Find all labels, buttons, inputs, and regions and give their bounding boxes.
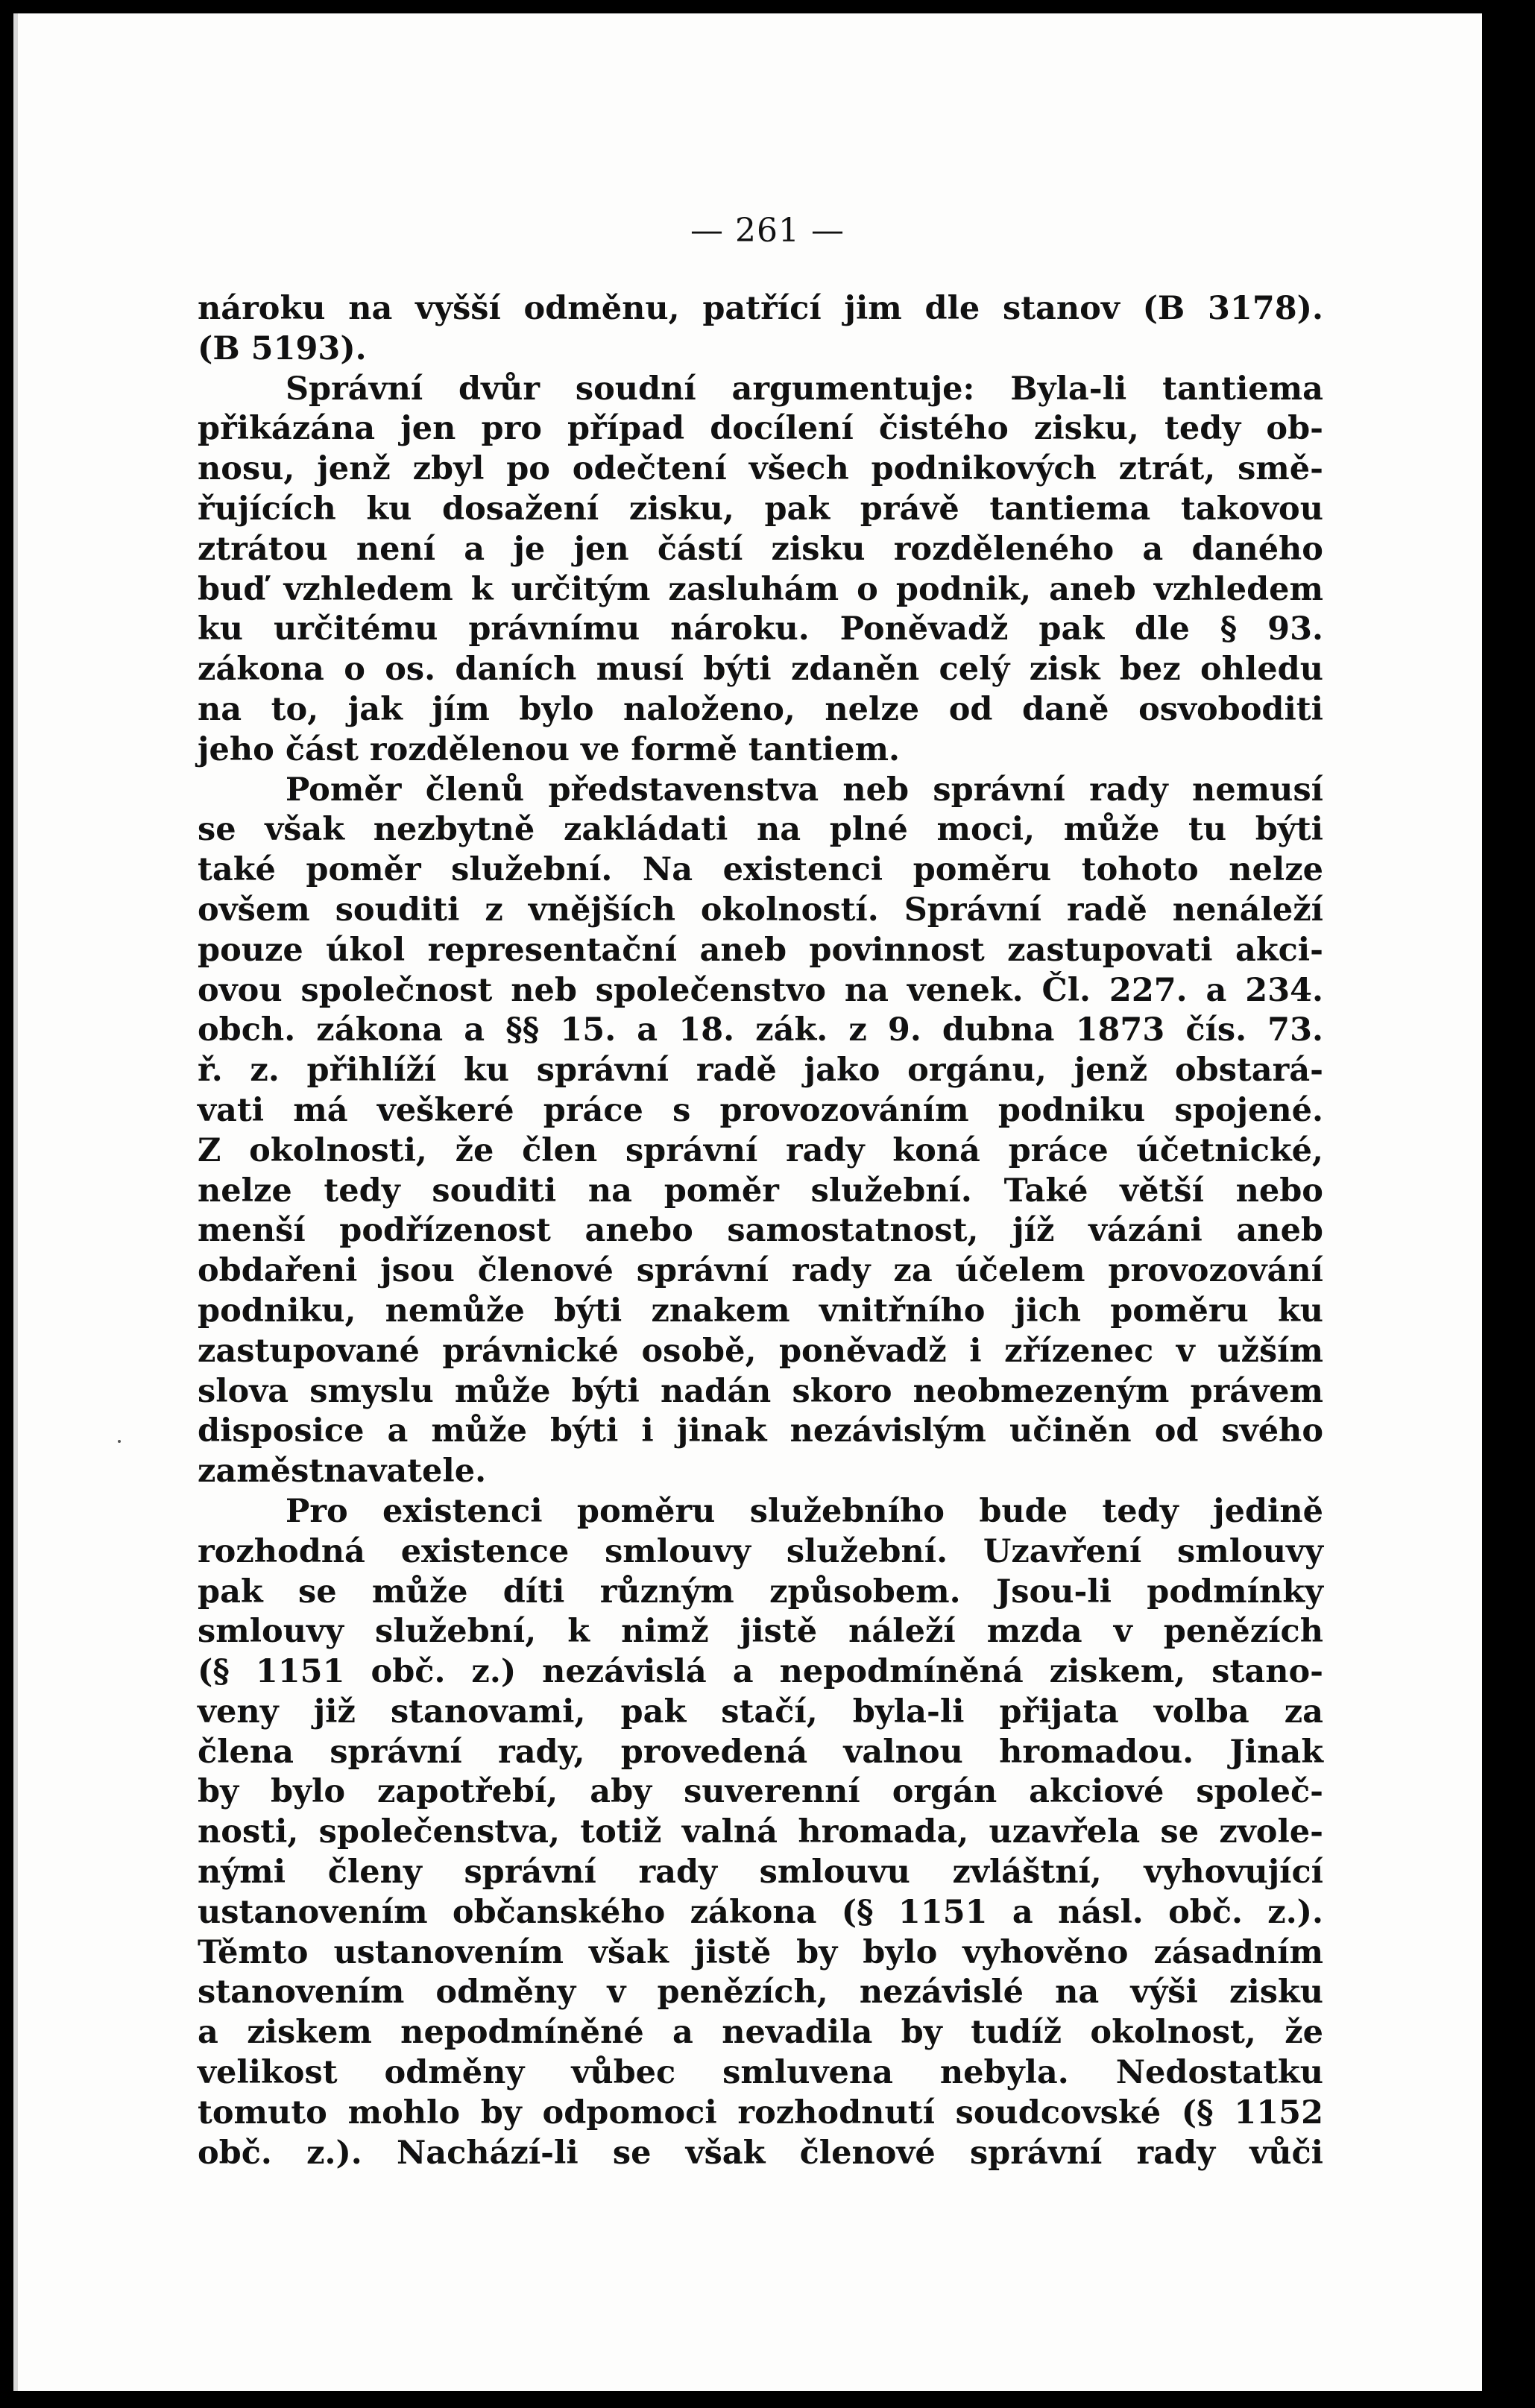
text-line: se však nezbytně zakládati na plné moci, může tu býti: [198, 811, 1323, 849]
text-line: nelze tedy souditi na poměr služební. Také větší nebo: [198, 1172, 1323, 1210]
text-line: by bylo zapotřebí, aby suverenní orgán akciové společ-: [198, 1773, 1323, 1811]
text-line: jeho část rozdělenou ve formě tantiem.: [198, 730, 900, 768]
text-line: ku určitému právnímu nároku. Poněvadž pak dle § 93.: [198, 610, 1323, 648]
text-line: smlouvy služební, k nimž jistě náleží mzda v penězích: [198, 1613, 1323, 1651]
text-line: ř. z. přihlíží ku správní radě jako orgánu, jenž obstará-: [198, 1052, 1323, 1090]
text-line: Těmto ustanovením však jistě by bylo vyhověno zásadním: [198, 1933, 1323, 1971]
scan-speck: [118, 1440, 121, 1443]
text-line: vati má veškeré práce s provozováním podniku spojené.: [198, 1091, 1323, 1129]
text-line: (§ 1151 obč. z.) nezávislá a nepodmíněná ziskem, stano-: [198, 1653, 1323, 1691]
text-line: ztrátou není a je jen částí zisku rozděleného a daného: [198, 530, 1323, 568]
scan-edge: [13, 13, 18, 2391]
text-line: obč. z.). Nachází-li se však členové správní rady vůči: [198, 2134, 1323, 2172]
text-line: zákona o os. daních musí býti zdaněn celý zisk bez ohledu: [198, 651, 1323, 689]
text-line: ovou společnost neb společenstvo na venek. Čl. 227. a 234.: [198, 971, 1323, 1009]
text-line: (B 5193).: [198, 329, 367, 367]
text-line: také poměr služební. Na existenci poměru tohoto nelze: [198, 851, 1323, 889]
text-line: Správní dvůr soudní argumentuje: Byla-li tantiema: [286, 370, 1323, 408]
text-line: veny již stanovami, pak stačí, byla-li přijata volba za: [198, 1693, 1323, 1731]
text-line: menší podřízenost anebo samostatnost, jíž vázáni aneb: [198, 1212, 1323, 1250]
text-line: zastupované právnické osobě, poněvadž i zřízenec v užším: [198, 1332, 1323, 1370]
text-line: pak se může díti různým způsobem. Jsou-li podmínky: [198, 1573, 1323, 1611]
text-line: obch. zákona a §§ 15. a 18. zák. z 9. dubna 1873 čís. 73.: [198, 1011, 1323, 1049]
page-number: — 261 —: [690, 212, 845, 250]
text-line: velikost odměny vůbec smluvena nebyla. Nedostatku: [198, 2054, 1323, 2092]
text-line: člena správní rady, provedená valnou hromadou. Jinak: [198, 1733, 1323, 1771]
text-line: Poměr členů představenstva neb správní rady nemusí: [286, 771, 1323, 809]
text-line: přikázána jen pro případ docílení čistého zisku, tedy ob-: [198, 410, 1323, 448]
text-line: nosu, jenž zbyl po odečtení všech podnikových ztrát, smě-: [198, 450, 1323, 488]
text-line: stanovením odměny v penězích, nezávislé na výši zisku: [198, 1974, 1323, 2012]
text-line: ustanovením občanského zákona (§ 1151 a násl. obč. z.).: [198, 1893, 1323, 1931]
text-line: a ziskem nepodmíněné a nevadila by tudíž okolnost, že: [198, 2014, 1323, 2052]
text-line: rozhodná existence smlouvy služební. Uzavření smlouvy: [198, 1532, 1323, 1570]
text-line: obdařeni jsou členové správní rady za účelem provozování: [198, 1252, 1323, 1290]
text-line: na to, jak jím bylo naloženo, nelze od daně osvoboditi: [198, 690, 1323, 728]
text-line: podniku, nemůže býti znakem vnitřního jich poměru ku: [198, 1292, 1323, 1330]
text-line: řujících ku dosažení zisku, pak právě tantiema takovou: [198, 490, 1323, 528]
text-line: pouze úkol representační aneb povinnost zastupovati akci-: [198, 931, 1323, 969]
text-line: tomuto mohlo by odpomoci rozhodnutí soudcovské (§ 1152: [198, 2093, 1323, 2132]
text-line: Pro existenci poměru služebního bude tedy jedině: [286, 1492, 1323, 1530]
text-line: nými členy správní rady smlouvu zvláštní, vyhovující: [198, 1854, 1323, 1892]
text-line: Z okolnosti, že člen správní rady koná práce účetnické,: [198, 1131, 1323, 1169]
text-line: disposice a může býti i jinak nezávislým učiněn od svého: [198, 1412, 1323, 1450]
text-line: ovšem souditi z vnějších okolností. Správní radě nenáleží: [198, 891, 1323, 929]
body-text: [198, 289, 1323, 2173]
text-line: zaměstnavatele.: [198, 1453, 487, 1491]
text-line: nosti, společenstva, totiž valná hromada, uzavřela se zvole-: [198, 1813, 1323, 1851]
text-line: slova smyslu může býti nadán skoro neobmezeným právem: [198, 1372, 1323, 1410]
text-line: nároku na vyšší odměnu, patřící jim dle stanov (B 3178).: [198, 290, 1323, 327]
text-line: buď vzhledem k určitým zasluhám o podnik, aneb vzhledem: [198, 570, 1323, 608]
